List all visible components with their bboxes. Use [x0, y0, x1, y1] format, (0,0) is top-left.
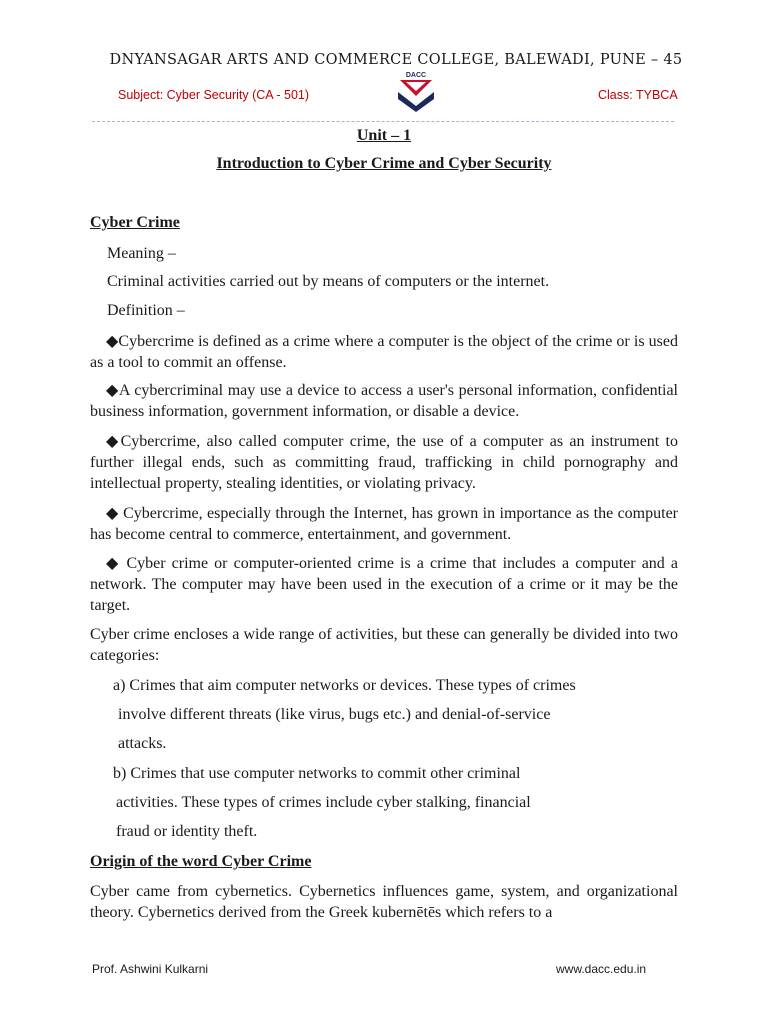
- category-b-line: b) Crimes that use computer networks to commit other criminal: [113, 765, 521, 782]
- definition-label: Definition –: [107, 302, 185, 319]
- definition-bullet: ◆A cybercriminal may use a device to access a user's personal information, confidential business information, government information, or disable a device.: [90, 382, 678, 420]
- class-label: Class: TYBCA: [598, 88, 678, 102]
- section-heading-cyber-crime: Cyber Crime: [90, 214, 180, 231]
- college-name: DNYANSAGAR ARTS AND COMMERCE COLLEGE, BALEWADI, PUNE – 45: [109, 52, 683, 68]
- category-a-line: attacks.: [118, 735, 167, 752]
- logo-text: DACC: [405, 72, 427, 79]
- definition-bullet: ◆Cybercrime is defined as a crime where a computer is the object of the crime or is used as a tool to commit an offense.: [90, 333, 678, 371]
- subject-label: Subject: Cyber Security (CA - 501): [118, 88, 310, 102]
- category-a-line: a) Crimes that aim computer networks or devices. These types of crimes: [113, 677, 576, 694]
- definition-bullet: ◆ Cyber crime or computer-oriented crime is a crime that includes a computer and a network. The computer may have been used in the execution of a crime or it may be the target.: [90, 555, 678, 614]
- category-b-line: activities. These types of crimes include cyber stalking, financial: [116, 794, 531, 811]
- category-b-line: fraud or identity theft.: [116, 823, 258, 840]
- categories-intro: Cyber crime encloses a wide range of activities, but these can generally be divided into two categories:: [90, 626, 678, 664]
- chapter-title: Introduction to Cyber Crime and Cyber Security: [216, 155, 552, 172]
- meaning-label: Meaning –: [107, 245, 176, 262]
- section-heading-origin: Origin of the word Cyber Crime: [90, 853, 312, 870]
- category-a-line: involve different threats (like virus, bugs etc.) and denial-of-service: [118, 706, 551, 723]
- definition-bullet: ◆Cybercrime, also called computer crime, the use of a computer as an instrument to further illegal ends, such as committing fraud, trafficking in child pornography and intellectual property, stealing identities, or violating privacy.: [90, 433, 678, 492]
- meaning-text: Criminal activities carried out by means of computers or the internet.: [107, 273, 550, 290]
- footer-website: www.dacc.edu.in: [556, 962, 647, 976]
- footer-author: Prof. Ashwini Kulkarni: [92, 962, 209, 976]
- college-logo: [394, 70, 438, 112]
- unit-title: Unit – 1: [356, 127, 412, 144]
- definition-bullet: ◆ Cybercrime, especially through the Internet, has grown in importance as the computer has become central to commerce, entertainment, and government.: [90, 505, 678, 543]
- origin-text: Cyber came from cybernetics. Cybernetics influences game, system, and organizational theory. Cybernetics derived from the Greek kubernētēs which refers to a: [90, 883, 678, 921]
- header-divider: [92, 121, 674, 122]
